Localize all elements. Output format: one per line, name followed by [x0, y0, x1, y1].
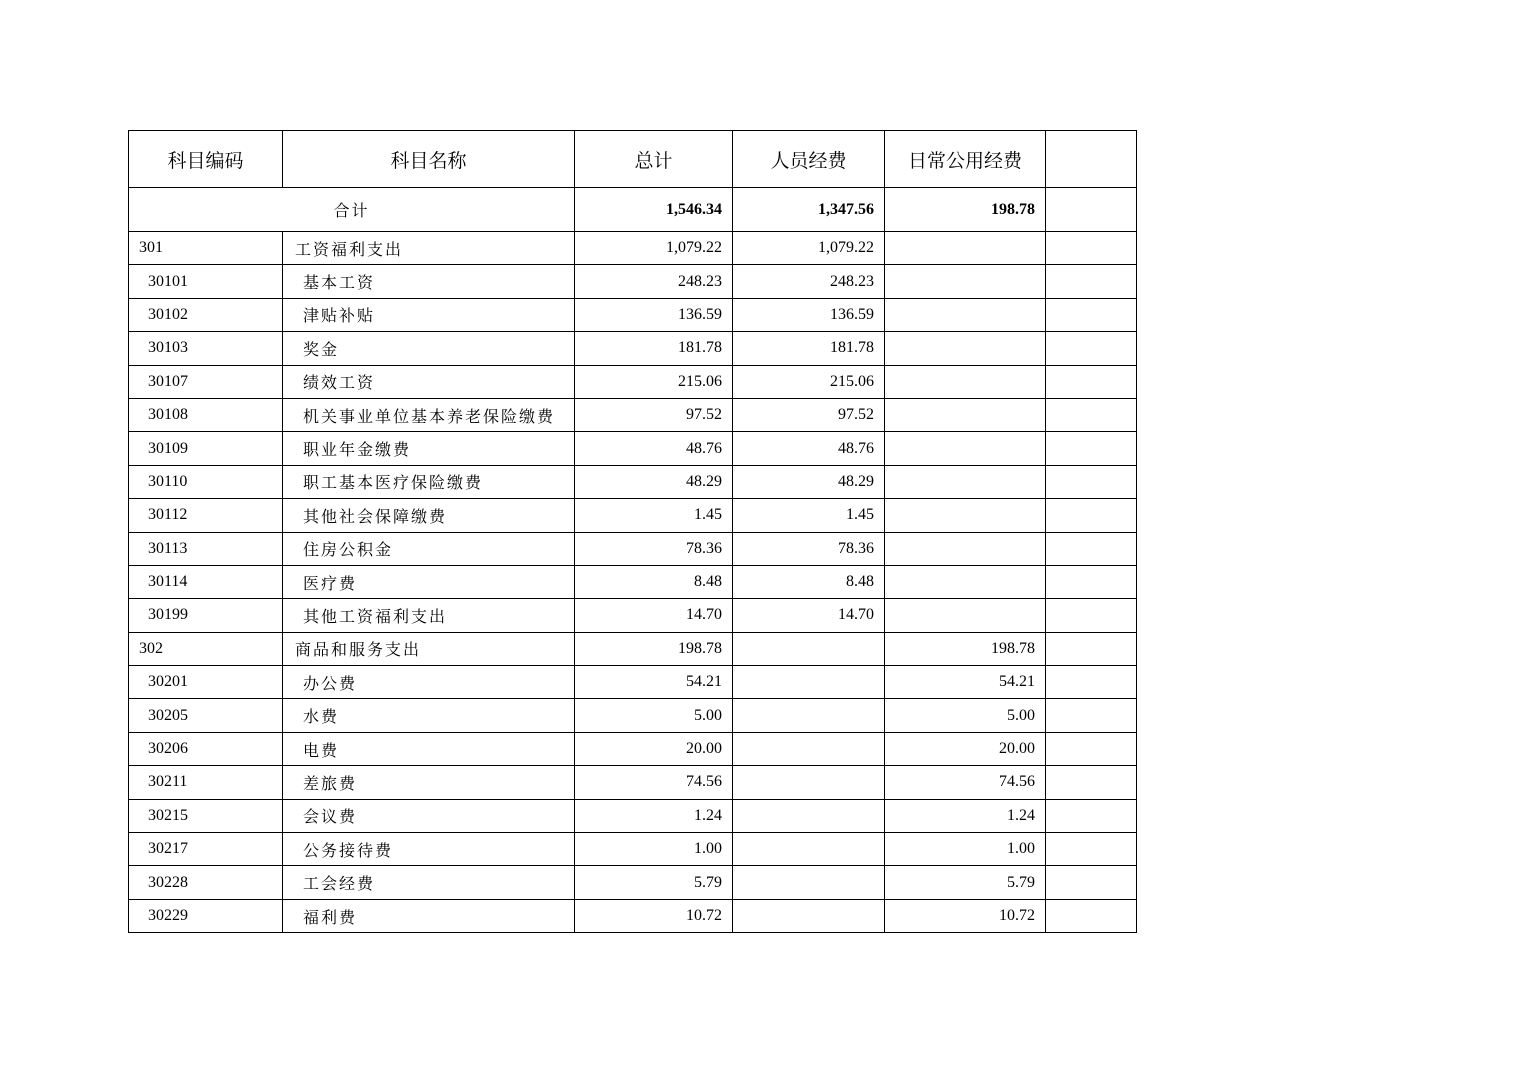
header-name: 科目名称 [283, 131, 575, 188]
row-personnel: 181.78 [733, 332, 885, 365]
row-name: 会议费 [283, 799, 575, 832]
row-personnel [733, 699, 885, 732]
row-total: 1.45 [575, 499, 733, 532]
table-row [129, 465, 1137, 498]
row-public [885, 365, 1046, 398]
row-extra [1046, 365, 1137, 398]
row-code: 30101 [129, 265, 283, 298]
row-name: 福利费 [283, 899, 575, 932]
row-code: 30114 [129, 565, 283, 598]
row-personnel: 8.48 [733, 565, 885, 598]
row-name: 公务接待费 [283, 833, 575, 866]
table-row [129, 499, 1137, 532]
row-total: 78.36 [575, 532, 733, 565]
row-extra [1046, 398, 1137, 431]
table-row [129, 666, 1137, 699]
row-code: 30103 [129, 332, 283, 365]
row-extra [1046, 432, 1137, 465]
row-name: 职工基本医疗保险缴费 [283, 465, 575, 498]
row-public [885, 532, 1046, 565]
total-public: 198.78 [885, 188, 1046, 232]
total-personnel: 1,347.56 [733, 188, 885, 232]
row-extra [1046, 565, 1137, 598]
table-row [129, 866, 1137, 899]
row-personnel [733, 632, 885, 665]
row-name: 水费 [283, 699, 575, 732]
row-name: 工会经费 [283, 866, 575, 899]
row-personnel [733, 766, 885, 799]
row-code: 30110 [129, 465, 283, 498]
total-amount: 1,546.34 [575, 188, 733, 232]
row-personnel: 136.59 [733, 298, 885, 331]
row-total: 248.23 [575, 265, 733, 298]
row-total: 14.70 [575, 599, 733, 632]
row-code: 30211 [129, 766, 283, 799]
header-row [129, 131, 1137, 188]
row-public: 74.56 [885, 766, 1046, 799]
row-extra [1046, 833, 1137, 866]
row-public [885, 398, 1046, 431]
row-name: 办公费 [283, 666, 575, 699]
row-total: 136.59 [575, 298, 733, 331]
table-row [129, 232, 1137, 265]
row-extra [1046, 465, 1137, 498]
row-code: 30107 [129, 365, 283, 398]
row-name: 住房公积金 [283, 532, 575, 565]
row-code: 30109 [129, 432, 283, 465]
table-row [129, 599, 1137, 632]
row-total: 5.79 [575, 866, 733, 899]
expenditure-table [128, 130, 1137, 933]
table-row [129, 565, 1137, 598]
table-row [129, 398, 1137, 431]
table-row [129, 833, 1137, 866]
table-row [129, 632, 1137, 665]
row-extra [1046, 265, 1137, 298]
row-extra [1046, 332, 1137, 365]
row-name: 机关事业单位基本养老保险缴费 [283, 398, 575, 431]
table-row [129, 532, 1137, 565]
row-personnel: 1,079.22 [733, 232, 885, 265]
row-total: 1.00 [575, 833, 733, 866]
row-code: 30108 [129, 398, 283, 431]
row-public [885, 265, 1046, 298]
table-row [129, 699, 1137, 732]
table-row [129, 332, 1137, 365]
table-row [129, 899, 1137, 932]
row-code: 30229 [129, 899, 283, 932]
row-total: 74.56 [575, 766, 733, 799]
total-row [129, 188, 1137, 232]
row-personnel: 215.06 [733, 365, 885, 398]
header-public: 日常公用经费 [885, 131, 1046, 188]
row-name: 工资福利支出 [283, 232, 575, 265]
total-label: 合计 [129, 188, 575, 232]
row-personnel: 48.76 [733, 432, 885, 465]
row-personnel [733, 833, 885, 866]
row-total: 8.48 [575, 565, 733, 598]
row-code: 30201 [129, 666, 283, 699]
header-extra [1046, 131, 1137, 188]
row-public [885, 465, 1046, 498]
row-extra [1046, 766, 1137, 799]
row-code: 30112 [129, 499, 283, 532]
row-personnel [733, 866, 885, 899]
row-total: 54.21 [575, 666, 733, 699]
row-extra [1046, 799, 1137, 832]
row-personnel: 78.36 [733, 532, 885, 565]
row-public [885, 332, 1046, 365]
row-public [885, 232, 1046, 265]
row-public: 5.79 [885, 866, 1046, 899]
row-personnel: 248.23 [733, 265, 885, 298]
row-code: 30113 [129, 532, 283, 565]
row-extra [1046, 499, 1137, 532]
row-name: 其他社会保障缴费 [283, 499, 575, 532]
header-code: 科目编码 [129, 131, 283, 188]
row-public [885, 432, 1046, 465]
row-personnel [733, 666, 885, 699]
row-name: 基本工资 [283, 265, 575, 298]
row-total: 198.78 [575, 632, 733, 665]
table-row [129, 799, 1137, 832]
row-total: 1,079.22 [575, 232, 733, 265]
row-name: 差旅费 [283, 766, 575, 799]
row-total: 97.52 [575, 398, 733, 431]
row-personnel: 1.45 [733, 499, 885, 532]
total-extra [1046, 188, 1137, 232]
table-row [129, 365, 1137, 398]
row-public: 1.00 [885, 833, 1046, 866]
row-public [885, 499, 1046, 532]
row-extra [1046, 866, 1137, 899]
table-row [129, 766, 1137, 799]
row-personnel: 14.70 [733, 599, 885, 632]
row-code: 30102 [129, 298, 283, 331]
row-public [885, 298, 1046, 331]
row-total: 10.72 [575, 899, 733, 932]
row-name: 津贴补贴 [283, 298, 575, 331]
row-code: 301 [129, 232, 283, 265]
table-row [129, 298, 1137, 331]
table-row [129, 432, 1137, 465]
row-public [885, 599, 1046, 632]
row-public: 10.72 [885, 899, 1046, 932]
row-name: 奖金 [283, 332, 575, 365]
row-code: 30199 [129, 599, 283, 632]
row-name: 商品和服务支出 [283, 632, 575, 665]
row-extra [1046, 632, 1137, 665]
row-name: 其他工资福利支出 [283, 599, 575, 632]
row-code: 302 [129, 632, 283, 665]
table-row [129, 265, 1137, 298]
row-public [885, 565, 1046, 598]
row-code: 30228 [129, 866, 283, 899]
row-extra [1046, 599, 1137, 632]
row-code: 30217 [129, 833, 283, 866]
row-total: 48.29 [575, 465, 733, 498]
row-total: 181.78 [575, 332, 733, 365]
row-public: 20.00 [885, 732, 1046, 765]
row-personnel: 97.52 [733, 398, 885, 431]
row-code: 30206 [129, 732, 283, 765]
row-public: 54.21 [885, 666, 1046, 699]
row-personnel [733, 732, 885, 765]
row-personnel [733, 799, 885, 832]
row-total: 20.00 [575, 732, 733, 765]
row-extra [1046, 232, 1137, 265]
row-extra [1046, 532, 1137, 565]
row-personnel: 48.29 [733, 465, 885, 498]
row-extra [1046, 732, 1137, 765]
row-total: 5.00 [575, 699, 733, 732]
row-name: 医疗费 [283, 565, 575, 598]
row-extra [1046, 666, 1137, 699]
row-extra [1046, 298, 1137, 331]
row-name: 电费 [283, 732, 575, 765]
header-total: 总计 [575, 131, 733, 188]
row-name: 职业年金缴费 [283, 432, 575, 465]
row-name: 绩效工资 [283, 365, 575, 398]
row-code: 30215 [129, 799, 283, 832]
row-public: 198.78 [885, 632, 1046, 665]
row-total: 48.76 [575, 432, 733, 465]
row-code: 30205 [129, 699, 283, 732]
row-extra [1046, 899, 1137, 932]
row-total: 1.24 [575, 799, 733, 832]
row-public: 5.00 [885, 699, 1046, 732]
row-extra [1046, 699, 1137, 732]
row-public: 1.24 [885, 799, 1046, 832]
row-total: 215.06 [575, 365, 733, 398]
row-personnel [733, 899, 885, 932]
table-row [129, 732, 1137, 765]
header-personnel: 人员经费 [733, 131, 885, 188]
